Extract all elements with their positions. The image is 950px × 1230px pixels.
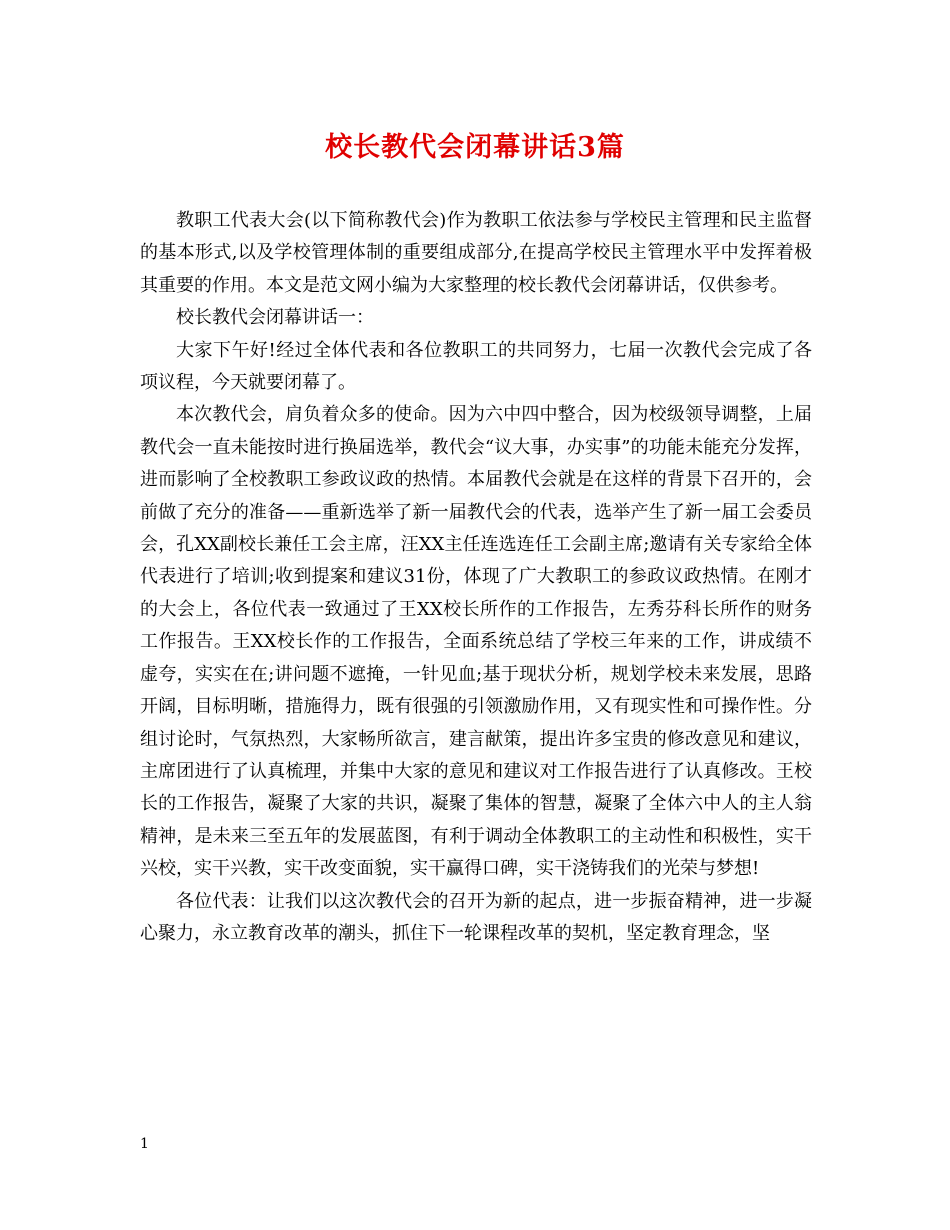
paragraph-section-heading: 校长教代会闭幕讲话一： <box>176 307 374 329</box>
paragraph-closing: 各位代表：让我们以这次教代会的召开为新的起点，进一步振奋精神，进一步凝心聚力，永立教育改革的潮头，抓住下一轮课程改革的契机，坚定教育理念，坚 <box>140 890 812 944</box>
document-body <box>140 205 812 950</box>
document-title: 校长教代会闭幕讲话3篇 <box>325 132 625 163</box>
paragraph-greeting: 大家下午好!经过全体代表和各位教职工的共同努力，七届一次教代会完成了各项议程，今天就要闭幕了。 <box>140 339 812 394</box>
paragraph-main: 本次教代会，肩负着众多的使命。因为六中四中整合，因为校级领导调整，上届教代会一直未能按时进行换届选举，教代会“议大事，办实事”的功能未能充分发挥，进而影响了全校教职工参政议政的热情。本届教代会就是在这样的背景下召开的，会前做了充分的准备——重新选举了新一届教代会的代表，选举产生了新一届工会委员会，孔XX副校长兼任工会主席，汪XX主任连选连任工会副主席;邀请有关专家给全体代表进行了培训;收到提案和建议31份，体现了广大教职工的参政议政热情。在刚才的大会上，各位代表一致通过了王XX校长所作的工作报告，左秀芬科长所作的财务工作报告。王XX校长作的工作报告，全面系统总结了学校三年来的工作，讲成绩不虚夸，实实在在;讲问题不遮掩，一针见血;基于现状分析，规划学校未来发展，思路开阔，目标明晰，措施得力，既有很强的引领激励作用，又有现实性和可操作性。分组讨论时，气氛热烈，大家畅所欲言，建言献策，提出许多宝贵的修改意见和建议，主席团进行了认真梳理，并集中大家的意见和建议对工作报告进行了认真修改。王校长的工作报告，凝聚了大家的共识，凝聚了集体的智慧，凝聚了全体六中人的主人翁精神，是未来三至五年的发展蓝图，有利于调动全体教职工的主动性和积极性，实干兴校，实干兴教，实干改变面貌，实干赢得口碑，实干浇铸我们的光荣与梦想! <box>140 404 812 880</box>
paragraph-intro: 教职工代表大会(以下简称教代会)作为教职工依法参与学校民主管理和民主监督的基本形式,以及学校管理体制的重要组成部分,在提高学校民主管理水平中发挥着极其重要的作用。本文是范文网小编为大家整理的校长教代会闭幕讲话，仅供参考。 <box>140 210 812 296</box>
page-number: 1 <box>140 1136 149 1152</box>
